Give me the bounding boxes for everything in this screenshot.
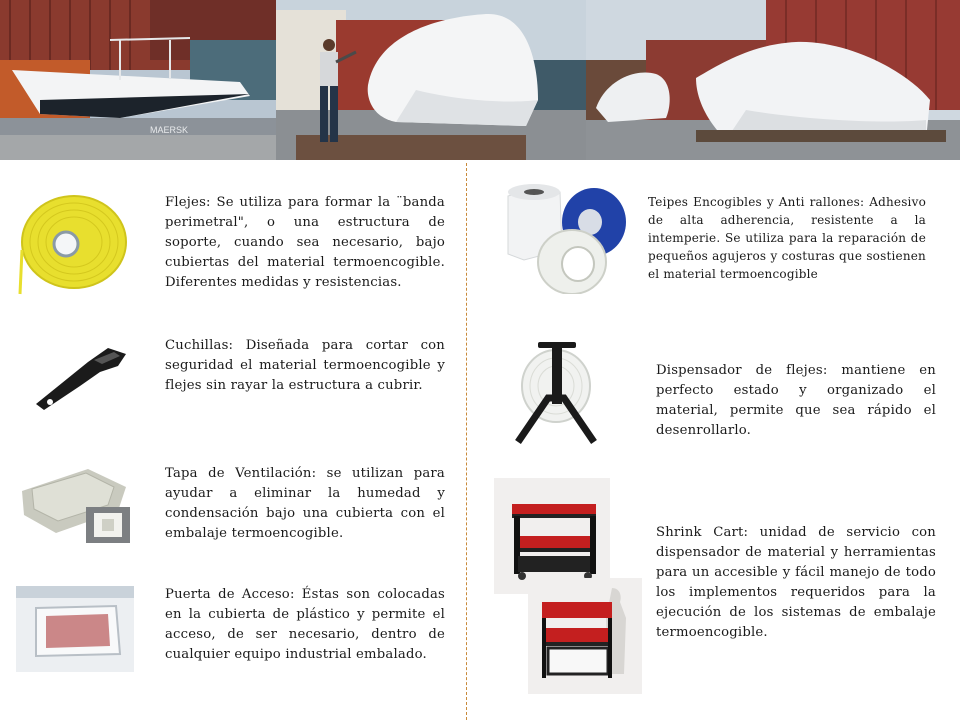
shrink-cart-image-1 [494,478,610,594]
item-teipes-description: Teipes Encogibles y Anti rallones: Adhesivo de alta adherencia, resistente a la intemperie. Se utiliza para la reparación de pequeños agujeros y costuras que sostienen el material termoencogible [648,195,926,281]
photo-wrapped-boats-at-port [586,0,960,160]
strap-dispenser-image [508,338,604,448]
item-dispensador-description: Dispensador de flejes: mantiene en perfecto estado y organizado el material, permite que sea rápido el desenrollarlo. [656,363,936,438]
photo-boat-on-flatrack [0,0,276,160]
container-label: MAERSK [150,125,189,135]
access-door-image [16,586,134,672]
strap-roll-image [18,190,130,296]
photo-worker-shrinkwrapping [276,0,586,160]
column-divider [466,163,467,720]
item-shrink-cart-description: Shrink Cart: unidad de servicio con dispensador de material y herramientas para un accesible y fácil manejo de todo los implementos requeridos para la ejecución de los sistemas de embalaje termoencogible. [656,525,936,640]
item-cuchillas-description: Cuchillas: Diseñada para cortar con seguridad el material termoencogible y flejes sin rayar la estructura a cubrir. [165,338,445,393]
ventilation-cap-image [18,455,132,545]
shrink-tapes-image [494,170,632,294]
item-flejes-description: Flejes: Se utiliza para formar la ¨banda perimetral", o una estructura de soporte, cuando sea necesario, bajo cubiertas del material termoencogible. Diferentes medidas y resistencias. [165,195,445,290]
item-puerta-description: Puerta de Acceso: Éstas son colocadas en la cubierta de plástico y permite el acceso, de ser necesario, dentro de cualquier equipo industrial embalado. [165,587,445,662]
safety-knife-image [30,342,130,412]
item-ventilacion-description: Tapa de Ventilación: se utilizan para ayudar a eliminar la humedad y condensación bajo una cubierta con el embalaje termoencogible. [165,466,445,541]
shrink-cart-image-2 [528,578,642,694]
